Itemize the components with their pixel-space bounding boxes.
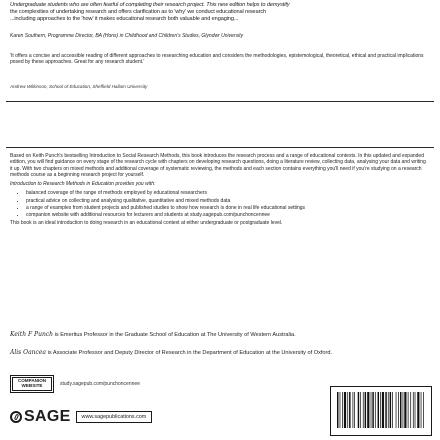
barcode-bar [371, 392, 372, 428]
feature-list-item: • a range of examples from student projects and published studies to show how research is done in real life educational settings [26, 205, 428, 211]
barcode-bar [375, 392, 376, 428]
divider-rule [6, 147, 434, 148]
barcode-bar [400, 392, 401, 428]
author-name: Alis Oancea [10, 349, 47, 356]
endorsement-byline-1 [10, 33, 428, 40]
barcode-bar [367, 392, 369, 428]
barcode-bar [363, 392, 364, 428]
barcode-bar [410, 392, 411, 428]
publisher-logo [10, 404, 152, 430]
author-bio-text: is Emeritus Professor in the Graduate School of Education at The University of Western Australia. [54, 332, 296, 338]
barcode-box [330, 386, 432, 436]
barcode-bar [344, 392, 346, 428]
barcode-bar [390, 392, 391, 428]
barcode-bar [360, 392, 361, 428]
top-text-line: Undergraduate students who are often fearful of completing their research project. This new edition helps to demystify [10, 2, 290, 8]
endorsement-byline-2: Andrew Wilkinson, School of Education, Sheffield Hallam University [10, 84, 148, 89]
barcode-bar [417, 392, 419, 428]
barcode-bar [382, 392, 384, 428]
barcode-bar [337, 392, 338, 428]
description-block [10, 153, 428, 229]
author-name: Keith F Punch [10, 331, 54, 338]
barcode-bar [342, 392, 343, 428]
top-text-line: the complexities of undertaking research and offers clarification as to 'why' we conduct educational research [10, 9, 267, 15]
feature-list-item: • companion website with additional resources for lecturers and students at study.sagepub.com/punchoncennee [26, 212, 428, 218]
barcode-bar [392, 392, 393, 428]
companion-website-label: COMPANION WEBSITE [12, 377, 52, 391]
barcode-bar [404, 392, 406, 428]
divider-rule [6, 101, 434, 102]
barcode-bar [380, 392, 381, 428]
author-bio-text: is Associate Professor and Deputy Director of Research in the Department of Education at the University of Oxford. [47, 350, 333, 356]
description-paragraph: Based on Keith Punch's bestselling Introduction to Social Research Methods, this book introduces the research process and a range of educational contexts. In this updated and expanded edition, you will find guidance on every stage of the research cycle with chapters on developing research questions, doing a literature review, collecting data, analysing your data and writing it up. With two chapters on mixed methods and additional coverage of systematic reviewing, the methods and each section contains everything you'll need if you're studying on a research methods course as a beginning research project for yourself. [10, 153, 426, 178]
isbn-barcode [337, 392, 425, 428]
top-text-block [10, 2, 428, 23]
author-bio-1 [10, 331, 428, 339]
barcode-bar [378, 392, 379, 428]
barcode-bar [413, 392, 414, 428]
top-text-line: ...including approaches to the 'how' it makes educational research both valuable and engaging... [10, 16, 239, 22]
barcode-bar [415, 392, 416, 428]
barcode-bar [408, 392, 409, 428]
feature-list-item: • balanced coverage of the range of methods employed by educational researchers [26, 190, 428, 196]
barcode-bar [372, 392, 373, 428]
publisher-url[interactable]: www.sagepublications.com [76, 411, 153, 423]
feature-list-item: • practical advice on collecting and analysing qualitative, quantitative and mixed methods data [26, 198, 428, 204]
companion-website-row [10, 375, 140, 393]
companion-website-badge [10, 375, 54, 393]
barcode-bar [423, 392, 424, 428]
barcode-bar [421, 392, 422, 428]
barcode-bar [358, 392, 359, 428]
author-bio-2 [10, 349, 428, 357]
barcode-bar [354, 392, 355, 428]
barcode-bar [396, 392, 397, 428]
companion-website-url[interactable]: study.sagepub.com/punchoncennee [60, 381, 140, 387]
feature-list [10, 190, 428, 218]
barcode-bar [353, 392, 354, 428]
barcode-bar [385, 392, 386, 428]
publisher-name: SAGE [24, 408, 71, 425]
barcode-bar [403, 392, 404, 428]
endorsement-quote-2: 'It offers a concise and accessible reading of different approaches to researching education and considers the methodologies, epistemological, theoretical, ethical and practical implications posed by these approaches. Great for any research student.' [10, 53, 424, 66]
barcode-bar [398, 392, 399, 428]
barcode-bar [349, 392, 350, 428]
description-paragraph: Introduction to Research Methods in Education provides you with: [10, 181, 156, 188]
barcode-bar [340, 392, 341, 428]
sage-emblem-icon [10, 411, 22, 423]
barcode-bar [365, 392, 366, 428]
closing-paragraph: This book is an ideal introduction to doing research in an educational context at either undergraduate or postgraduate level. [10, 219, 283, 226]
endorser-name: Karen Southern, Programme Director, BA (Hons) in Childhood and Children's Studies, Glyndwr University [10, 33, 244, 39]
barcode-bar [388, 392, 389, 428]
barcode-bar [347, 392, 348, 428]
